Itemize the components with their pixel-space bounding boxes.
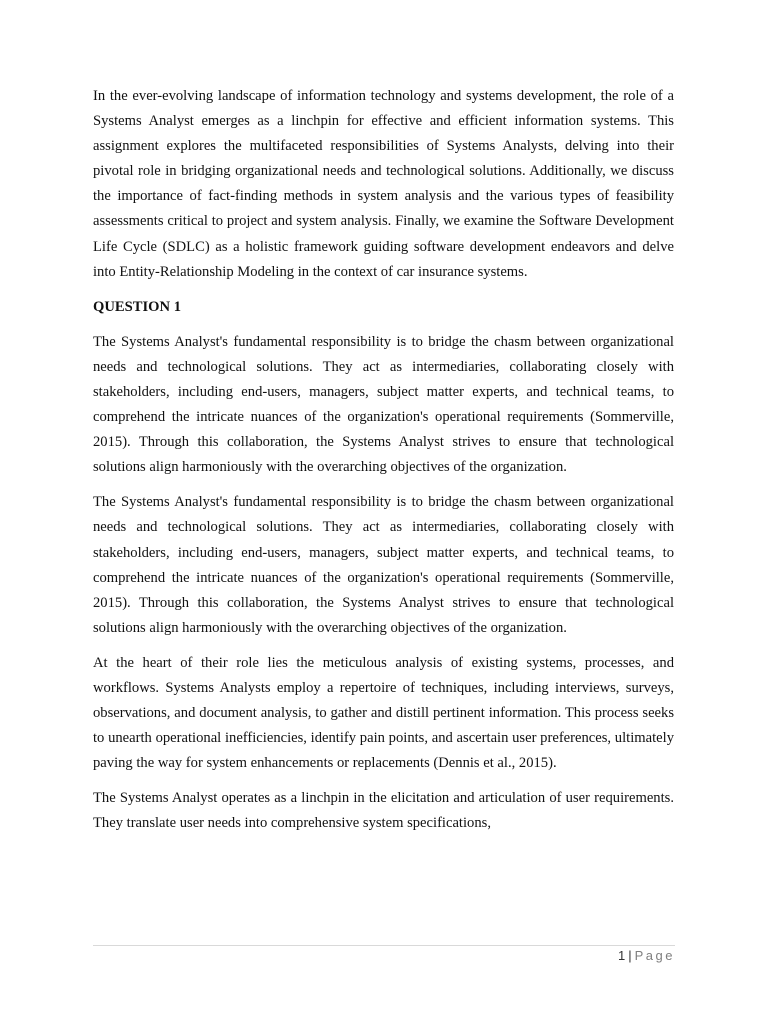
body-paragraph-1: The Systems Analyst's fundamental responsibility is to bridge the chasm between organizational needs and technological solutions. They act as intermediaries, collaborating closely with stakeholders, including end-users, managers, subject matter experts, and technical teams, to comprehend the intricate nuances of the organization's operational requirements (Sommerville, 2015). Through this collaboration, the Systems Analyst strives to ensure that technological solutions align harmoniously with the overarching objectives of the organization.: [93, 333, 674, 476]
body-paragraph-3: At the heart of their role lies the meticulous analysis of existing systems, processes, and workflows. Systems Analysts employ a repertoire of techniques, including interviews, surveys, observations, and document analysis, to gather and distill pertinent information. This process seeks to unearth operational inefficiencies, identify pain points, and ascertain user preferences, ultimately paving the way for system enhancements or replacements (Dennis et al., 2015).: [93, 654, 674, 772]
footer-separator: |: [628, 948, 632, 963]
body-paragraph-4: The Systems Analyst operates as a linchpin in the elicitation and articulation of user requirements. They translate user needs into comprehensive system specifications,: [93, 790, 674, 832]
body-paragraph-2: The Systems Analyst's fundamental responsibility is to bridge the chasm between organizational needs and technological solutions. They act as intermediaries, collaborating closely with stakeholders, including end-users, managers, subject matter experts, and technical teams, to comprehend the intricate nuances of the organization's operational requirements (Sommerville, 2015). Through this collaboration, the Systems Analyst strives to ensure that technological solutions align harmoniously with the overarching objectives of the organization.: [93, 494, 674, 636]
page-number: 1: [618, 948, 626, 963]
page-label: Page: [634, 948, 675, 963]
intro-paragraph: In the ever-evolving landscape of information technology and systems development, the role of a Systems Analyst emerges as a linchpin for effective and efficient information systems. This assignment explores the multifaceted responsibilities of Systems Analysts, delving into their pivotal role in bridging organizational needs and technological solutions. Additionally, we discuss the importance of fact-finding methods in system analysis and the various types of feasibility assessments critical to project and system analysis. Finally, we examine the Software Development Life Cycle (SDLC) as a holistic framework guiding software development endeavors and delve into Entity-Relationship Modeling in the context of car insurance systems.: [93, 88, 674, 280]
section-heading: QUESTION 1: [93, 298, 181, 315]
footer-divider: [93, 945, 675, 946]
page-footer: [618, 948, 675, 964]
document-body: [93, 84, 674, 847]
